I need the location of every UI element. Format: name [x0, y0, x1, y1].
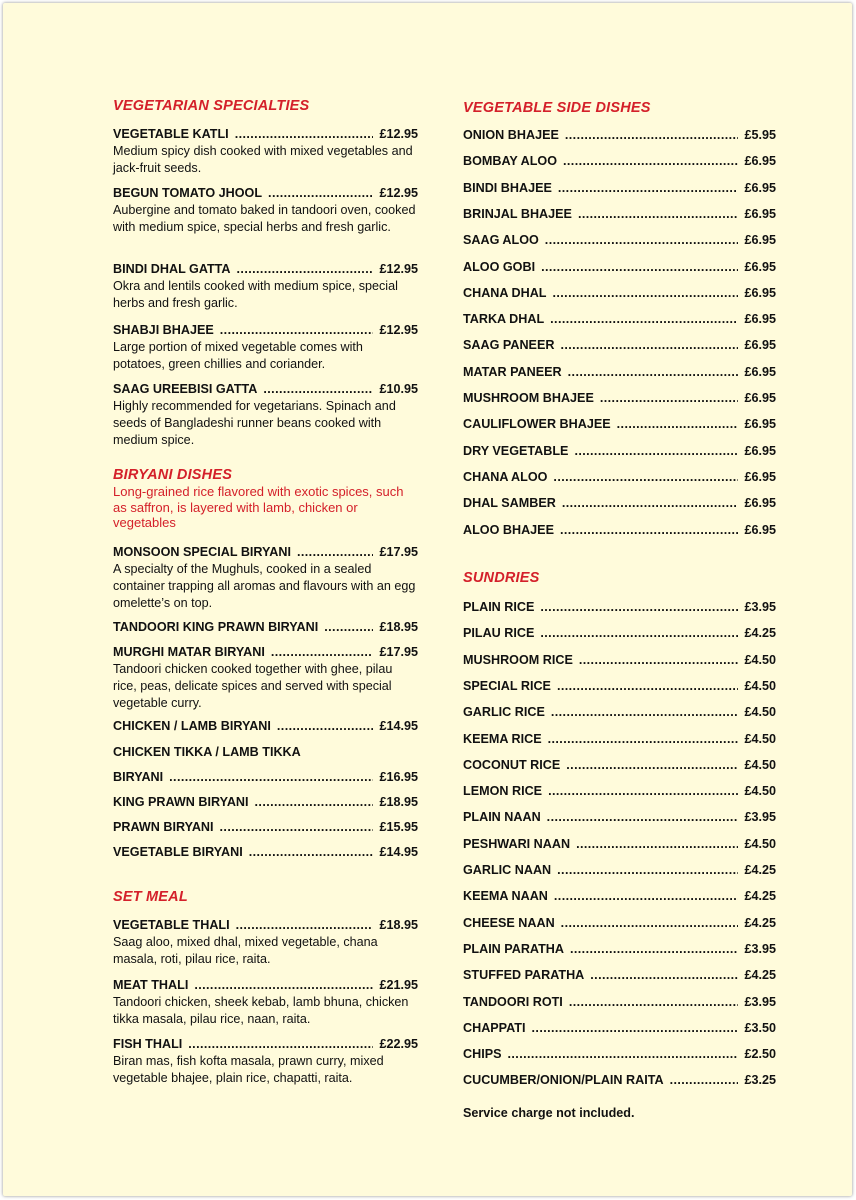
dot-leader	[563, 154, 738, 169]
item-price: £15.95	[379, 820, 418, 834]
item-name: SAAG UREEBISI GATTA	[113, 382, 258, 396]
item-price: £6.95	[744, 154, 776, 169]
item-name: DRY VEGETABLE	[463, 443, 569, 458]
item-name: BRINJAL BHAJEE	[463, 206, 572, 221]
item-description: A specialty of the Mughuls, cooked in a sealed container trapping all aromas and flavours with an egg omelette’s on top.	[113, 562, 416, 610]
dot-leader	[194, 978, 373, 993]
item-price: £17.95	[379, 545, 418, 559]
menu-item-meat-thali	[113, 978, 418, 1028]
menu-item-chana-dhal	[463, 286, 776, 301]
item-price: £4.50	[744, 678, 776, 693]
dot-leader	[235, 127, 374, 142]
biryani-title: BIRYANI DISHES	[113, 467, 233, 483]
item-name: FISH THALI	[113, 1037, 183, 1051]
menu-item-shabji-bhajee	[113, 323, 418, 373]
dot-leader	[566, 758, 738, 773]
menu-item-coconut-rice	[463, 758, 776, 773]
item-description: Biran mas, fish kofta masala, prawn curry, mixed vegetable bhajee, plain rice, chapatti, raita.	[113, 1054, 384, 1085]
item-price: £4.50	[744, 705, 776, 720]
dot-leader	[561, 916, 739, 931]
menu-item-row	[463, 207, 776, 222]
dot-leader	[548, 784, 738, 799]
menu-item-vegetable-biryani	[113, 845, 418, 860]
menu-item-aloo-bhajee	[463, 523, 776, 538]
menu-item-garlic-naan	[463, 863, 776, 878]
menu-item-biryani	[113, 770, 418, 785]
vegetarian-title: VEGETARIAN SPECIALTIES	[113, 98, 310, 114]
item-price: £4.25	[744, 626, 776, 641]
item-name: GARLIC RICE	[463, 705, 545, 720]
item-price: £3.95	[744, 994, 776, 1009]
menu-item-tarka-dhal	[463, 312, 776, 327]
dot-leader	[550, 312, 738, 327]
menu-item-row	[113, 127, 418, 142]
item-name: ALOO BHAJEE	[463, 522, 554, 537]
menu-item-chips	[463, 1047, 776, 1062]
menu-item-row	[463, 523, 776, 538]
menu-item-monsoon-special-biryani	[113, 545, 418, 612]
menu-item-row	[113, 620, 418, 635]
item-price: £10.95	[379, 382, 418, 396]
menu-item-tandoori-roti	[463, 995, 776, 1010]
item-price: £14.95	[379, 845, 418, 859]
item-name: MEAT THALI	[113, 978, 189, 992]
item-name: CHAPPATI	[463, 1020, 526, 1035]
menu-item-row	[113, 645, 418, 660]
item-description: Saag aloo, mixed dhal, mixed vegetable, chana masala, roti, pilau rice, raita.	[113, 935, 378, 966]
dot-leader	[617, 417, 739, 432]
item-name: MONSOON SPECIAL BIRYANI	[113, 545, 291, 559]
item-name: GARLIC NAAN	[463, 863, 552, 877]
menu-item-vegetable-katli	[113, 127, 418, 177]
menu-item-chicken-tikka-lamb-tikka	[113, 745, 418, 760]
dot-leader	[578, 207, 739, 222]
menu-item-row	[463, 154, 776, 169]
menu-item-row	[463, 470, 776, 485]
menu-item-saag-paneer	[463, 338, 776, 353]
dot-leader	[532, 1021, 739, 1036]
item-name: BEGUN TOMATO JHOOL	[113, 186, 263, 200]
menu-item-bindi-bhajee	[463, 181, 776, 196]
item-price: £6.95	[744, 206, 776, 221]
menu-item-plain-rice	[463, 600, 776, 615]
item-description: Highly recommended for vegetarians. Spinach and seeds of Bangladeshi runner beans cooked with medium spice.	[113, 399, 396, 447]
menu-item-row	[113, 262, 418, 277]
menu-item-row	[463, 128, 776, 143]
menu-item-garlic-rice	[463, 705, 776, 720]
dot-leader	[568, 365, 739, 380]
item-price: £4.50	[744, 836, 776, 851]
dot-leader	[268, 186, 373, 201]
menu-item-aloo-gobi	[463, 260, 776, 275]
item-price: £3.50	[744, 1020, 776, 1035]
menu-item-row	[113, 795, 418, 810]
item-description: Large portion of mixed vegetable comes with potatoes, green chillies and coriander.	[113, 340, 363, 371]
menu-item-row	[463, 968, 776, 983]
menu-item-lemon-rice	[463, 784, 776, 799]
item-name: PRAWN BIRYANI	[113, 820, 214, 834]
dot-leader	[576, 837, 738, 852]
item-name: SPECIAL RICE	[463, 678, 551, 693]
item-name: ONION BHAJEE	[463, 128, 559, 142]
dot-leader	[548, 732, 739, 747]
item-name: SAAG ALOO	[463, 233, 539, 248]
item-name: KEEMA RICE	[463, 731, 542, 746]
dot-leader	[541, 260, 738, 275]
item-name: LEMON RICE	[463, 784, 543, 799]
item-price: £4.50	[744, 784, 776, 799]
dot-leader	[255, 795, 374, 810]
menu-item-row	[463, 732, 776, 747]
item-price: £6.95	[744, 522, 776, 537]
menu-item-row	[113, 845, 418, 860]
item-name: TANDOORI KING PRAWN BIRYANI	[113, 620, 319, 634]
menu-item-row	[113, 770, 418, 785]
dot-leader	[271, 645, 374, 660]
menu-item-king-prawn-biryani	[113, 795, 418, 810]
dot-leader	[540, 600, 738, 615]
item-price: £3.95	[744, 810, 776, 825]
item-name: COCONUT RICE	[463, 757, 561, 772]
menu-item-row	[463, 1073, 776, 1088]
item-price: £4.50	[744, 757, 776, 772]
dot-leader	[297, 545, 373, 560]
menu-item-row	[463, 942, 776, 957]
menu-item-plain-naan	[463, 810, 776, 825]
item-name: TANDOORI ROTI	[463, 994, 563, 1009]
item-price: £18.95	[379, 918, 418, 932]
dot-leader	[560, 523, 739, 538]
menu-item-row	[463, 705, 776, 720]
item-price: £6.95	[744, 285, 776, 300]
dot-leader	[545, 233, 739, 248]
dot-leader	[670, 1073, 739, 1088]
menu-item-row	[463, 417, 776, 432]
item-name: CHANA ALOO	[463, 469, 548, 484]
dot-leader	[277, 719, 374, 734]
item-name: VEGETABLE KATLI	[113, 127, 229, 141]
dot-leader	[553, 470, 738, 485]
menu-item-pilau-rice	[463, 626, 776, 641]
menu-item-row	[113, 323, 418, 338]
dot-leader	[558, 181, 739, 196]
menu-item-row	[463, 600, 776, 615]
dot-leader	[560, 338, 738, 353]
item-price: £6.95	[744, 180, 776, 195]
menu-item-row	[113, 820, 418, 835]
item-price: £12.95	[379, 127, 418, 141]
menu-item-row	[463, 1047, 776, 1062]
dot-leader	[600, 391, 739, 406]
item-name: CAULIFLOWER BHAJEE	[463, 417, 611, 432]
menu-item-cucumber-onion-plain-raita	[463, 1073, 776, 1088]
item-price: £6.95	[744, 338, 776, 353]
item-price: £6.95	[744, 443, 776, 458]
menu-item-row	[463, 758, 776, 773]
dot-leader	[554, 889, 739, 904]
menu-item-cauliflower-bhajee	[463, 417, 776, 432]
menu-item-row	[463, 784, 776, 799]
dot-leader	[569, 995, 739, 1010]
dot-leader	[557, 679, 739, 694]
item-name: SAAG PANEER	[463, 338, 555, 353]
menu-item-begun-tomato-jhool	[113, 186, 418, 236]
dot-leader	[547, 810, 739, 825]
menu-item-row	[113, 719, 418, 734]
item-name: PESHWARI NAAN	[463, 836, 571, 851]
item-name: CUCUMBER/ONION/PLAIN RAITA	[463, 1073, 664, 1088]
dot-leader	[236, 918, 374, 933]
item-name: KEEMA NAAN	[463, 889, 548, 904]
menu-item-row	[463, 260, 776, 275]
menu-item-row	[463, 312, 776, 327]
item-price: £4.50	[744, 652, 776, 667]
menu-item-row	[463, 626, 776, 641]
item-price: £3.95	[744, 941, 776, 956]
dot-leader	[249, 845, 374, 860]
item-name: BINDI BHAJEE	[463, 180, 552, 195]
item-price: £4.25	[744, 915, 776, 930]
item-name: CHANA DHAL	[463, 285, 547, 300]
item-name: MUSHROOM RICE	[463, 652, 573, 667]
menu-item-chappati	[463, 1021, 776, 1036]
dot-leader	[551, 705, 739, 720]
item-name: PLAIN RICE	[463, 600, 535, 614]
item-price: £17.95	[379, 645, 418, 659]
item-price: £6.95	[744, 259, 776, 274]
menu-item-row	[463, 391, 776, 406]
menu-item-row	[113, 978, 418, 993]
menu-item-row	[113, 545, 418, 560]
dot-leader	[220, 820, 374, 835]
dot-leader	[562, 496, 739, 511]
item-name: KING PRAWN BIRYANI	[113, 795, 249, 809]
item-name: CHICKEN TIKKA / LAMB TIKKA	[113, 745, 301, 759]
dot-leader	[579, 653, 739, 668]
dot-leader	[169, 770, 373, 785]
item-name: STUFFED PARATHA	[463, 968, 585, 983]
menu-item-row	[463, 889, 776, 904]
sides-title: VEGETABLE SIDE DISHES	[463, 100, 651, 116]
item-description: Tandoori chicken, sheek kebab, lamb bhuna, chicken tikka masala, pilau rice, naan, raita.	[113, 995, 409, 1026]
menu-item-chicken-lamb-biryani	[113, 719, 418, 734]
menu-item-brinjal-bhajee	[463, 207, 776, 222]
menu-item-bindi-dhal-gatta	[113, 262, 418, 312]
item-price: £12.95	[379, 186, 418, 200]
item-price: £14.95	[379, 719, 418, 733]
menu-item-row	[463, 916, 776, 931]
item-price: £6.95	[744, 364, 776, 379]
menu-item-fish-thali	[113, 1037, 418, 1087]
menu-item-row	[463, 286, 776, 301]
dot-leader	[188, 1037, 373, 1052]
menu-item-row	[113, 186, 418, 201]
item-price: £3.95	[744, 600, 776, 614]
item-price: £6.95	[744, 417, 776, 432]
item-name: TARKA DHAL	[463, 312, 545, 327]
item-price: £3.25	[744, 1073, 776, 1088]
menu-item-stuffed-paratha	[463, 968, 776, 983]
menu-item-mushroom-rice	[463, 653, 776, 668]
menu-item-row	[463, 1021, 776, 1036]
item-price: £18.95	[379, 795, 418, 809]
menu-item-row	[463, 365, 776, 380]
dot-leader	[324, 620, 373, 635]
item-name: MUSHROOM BHAJEE	[463, 391, 594, 405]
item-price: £18.95	[379, 620, 418, 634]
item-price: £5.95	[744, 128, 776, 142]
menu-item-keema-naan	[463, 889, 776, 904]
menu-item-row	[113, 1037, 418, 1052]
menu-page	[3, 3, 852, 1196]
item-price: £4.25	[744, 889, 776, 904]
menu-item-mushroom-bhajee	[463, 391, 776, 406]
item-price: £6.95	[744, 312, 776, 327]
sundries-title: SUNDRIES	[463, 570, 540, 586]
menu-item-row	[463, 679, 776, 694]
dot-leader	[590, 968, 738, 983]
menu-item-dry-vegetable	[463, 444, 776, 459]
menu-item-row	[113, 918, 418, 933]
item-price: £4.25	[744, 863, 776, 877]
menu-item-special-rice	[463, 679, 776, 694]
item-price: £16.95	[379, 770, 418, 784]
menu-item-vegetable-thali	[113, 918, 418, 968]
item-name: PLAIN NAAN	[463, 810, 541, 825]
item-name: MURGHI MATAR BIRYANI	[113, 645, 265, 659]
menu-item-row	[463, 995, 776, 1010]
menu-item-cheese-naan	[463, 916, 776, 931]
menu-item-row	[463, 496, 776, 511]
dot-leader	[220, 323, 374, 338]
service-charge-note: Service charge not included.	[463, 1106, 635, 1120]
item-name: PILAU RICE	[463, 626, 535, 641]
menu-item-row	[463, 837, 776, 852]
item-price: £6.95	[744, 391, 776, 405]
item-name: VEGETABLE THALI	[113, 918, 230, 932]
dot-leader	[552, 286, 738, 301]
menu-item-row	[463, 338, 776, 353]
setmeal-title: SET MEAL	[113, 889, 188, 905]
dot-leader	[237, 262, 374, 277]
item-name: ALOO GOBI	[463, 259, 536, 274]
item-name: BOMBAY ALOO	[463, 154, 557, 169]
item-price: £6.95	[744, 469, 776, 484]
menu-item-saag-ureebisi-gatta	[113, 382, 418, 449]
menu-item-chana-aloo	[463, 470, 776, 485]
dot-leader	[263, 382, 373, 397]
item-name: BINDI DHAL GATTA	[113, 262, 231, 276]
menu-item-saag-aloo	[463, 233, 776, 248]
item-price: £6.95	[744, 233, 776, 248]
item-name: CHIPS	[463, 1047, 502, 1062]
menu-item-bombay-aloo	[463, 154, 776, 169]
dot-leader	[557, 863, 738, 878]
menu-item-row	[463, 181, 776, 196]
item-name: BIRYANI	[113, 770, 164, 784]
menu-item-dhal-samber	[463, 496, 776, 511]
menu-item-row	[113, 745, 418, 760]
menu-item-row	[113, 382, 418, 397]
dot-leader	[540, 626, 738, 641]
item-price: £12.95	[379, 323, 418, 337]
item-price: £21.95	[379, 978, 418, 992]
item-price: £12.95	[379, 262, 418, 276]
menu-item-plain-paratha	[463, 942, 776, 957]
item-price: £6.95	[744, 496, 776, 511]
item-description: Okra and lentils cooked with medium spice, special herbs and fresh garlic.	[113, 279, 398, 310]
menu-item-row	[463, 810, 776, 825]
dot-leader	[570, 942, 739, 957]
menu-item-row	[463, 863, 776, 878]
biryani-description: Long-grained rice flavored with exotic spices, such as saffron, is layered with lamb, chicken or vegetables	[113, 484, 404, 531]
menu-item-murghi-matar-biryani	[113, 645, 418, 712]
item-name: PLAIN PARATHA	[463, 941, 564, 956]
menu-item-prawn-biryani	[113, 820, 418, 835]
item-name: MATAR PANEER	[463, 364, 562, 379]
menu-item-matar-paneer	[463, 365, 776, 380]
dot-leader	[508, 1047, 739, 1062]
dot-leader	[565, 128, 739, 143]
item-description: Aubergine and tomato baked in tandoori oven, cooked with medium spice, special herbs and fresh garlic.	[113, 203, 416, 234]
menu-item-keema-rice	[463, 732, 776, 747]
item-name: VEGETABLE BIRYANI	[113, 845, 243, 859]
item-price: £4.25	[744, 968, 776, 983]
item-description: Medium spicy dish cooked with mixed vegetables and jack-fruit seeds.	[113, 144, 413, 175]
item-name: DHAL SAMBER	[463, 496, 556, 511]
menu-item-onion-bhajee	[463, 128, 776, 143]
menu-item-tandoori-king-prawn-biryani	[113, 620, 418, 635]
item-description: Tandoori chicken cooked together with ghee, pilau rice, peas, delicate spices and served with special vegetable curry.	[113, 662, 393, 710]
item-name: CHICKEN / LAMB BIRYANI	[113, 719, 271, 733]
item-price: £22.95	[379, 1037, 418, 1051]
dot-leader	[574, 444, 738, 459]
item-name: CHEESE NAAN	[463, 915, 555, 930]
item-price: £2.50	[744, 1047, 776, 1062]
item-price: £4.50	[744, 731, 776, 746]
menu-item-row	[463, 233, 776, 248]
item-name: SHABJI BHAJEE	[113, 323, 214, 337]
menu-item-row	[463, 444, 776, 459]
menu-item-peshwari-naan	[463, 837, 776, 852]
menu-item-row	[463, 653, 776, 668]
